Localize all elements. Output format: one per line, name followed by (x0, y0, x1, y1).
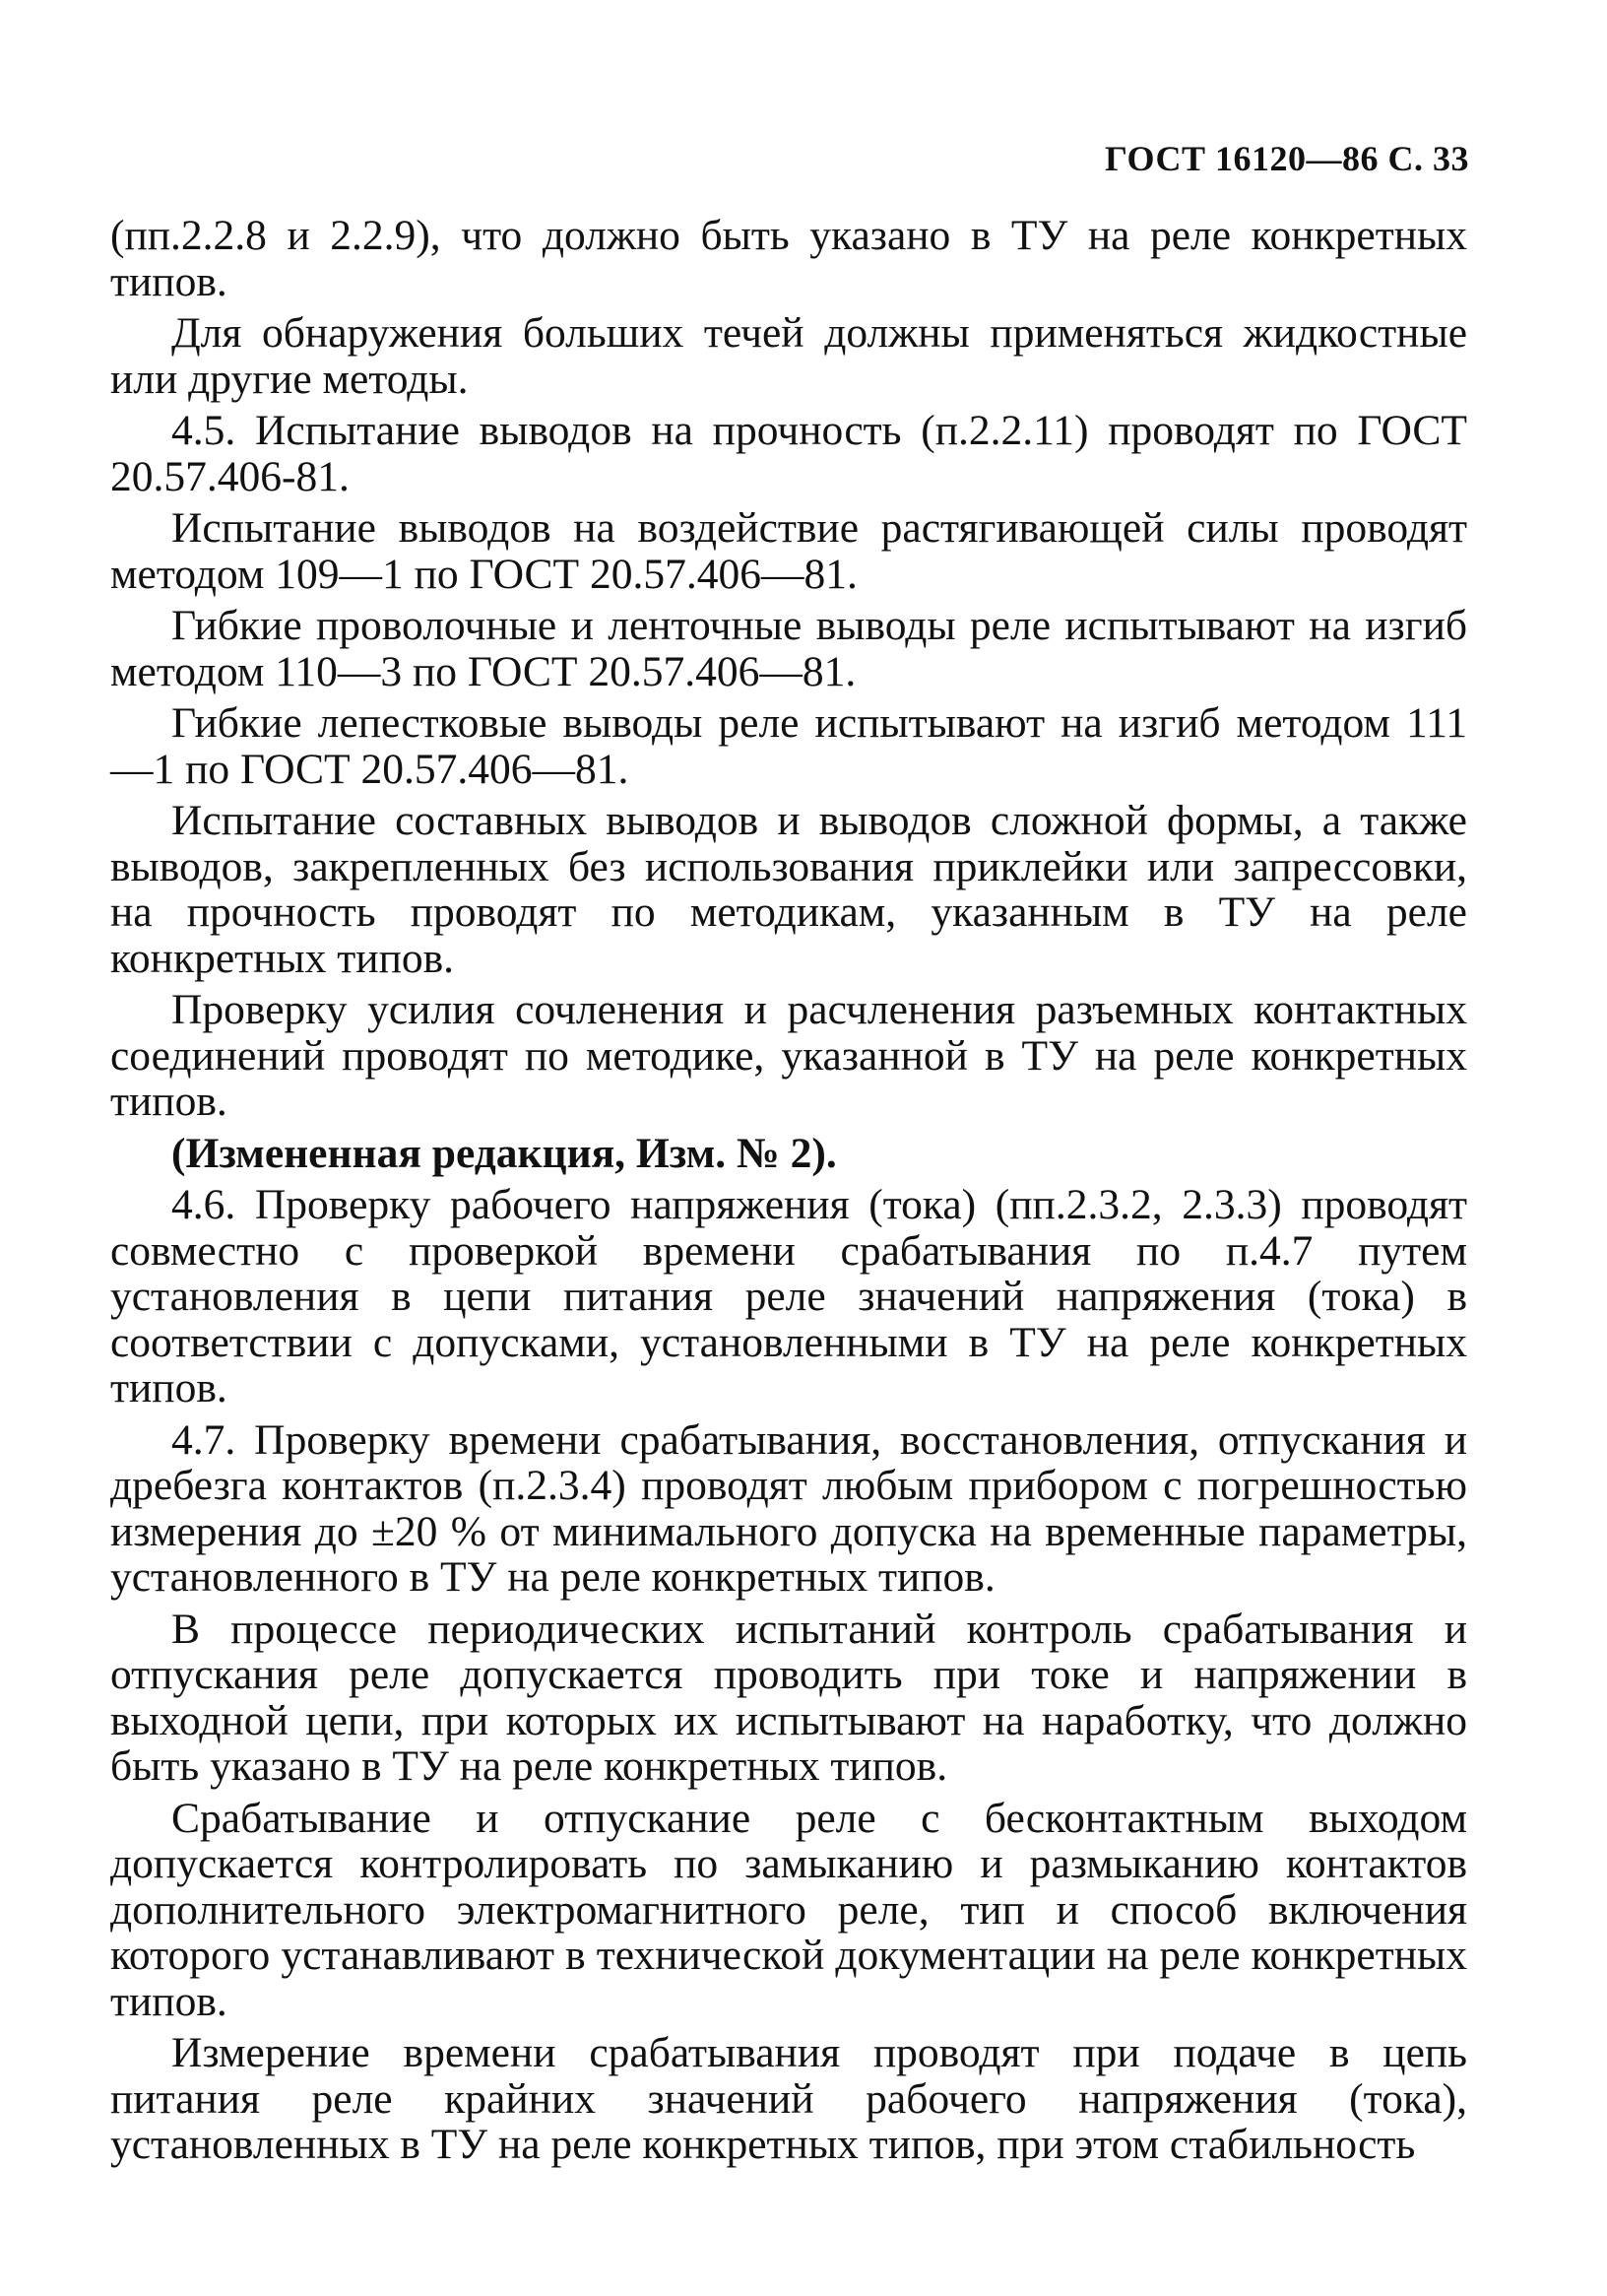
paragraph: Испытание составных выводов и выводов сложной формы, а также выводов, закрепленных без использования приклейки или запрессовки, на прочность проводят по методикам, указанным в ТУ на реле конкретных типов. (110, 797, 1467, 982)
paragraph: 4.6. Проверку рабочего напряжения (тока) (пп.2.3.2, 2.3.3) проводят совместно с проверкой времени срабатывания по п.4.7 путем установления в цепи питания реле значений напряжения (тока) в соответствии с допусками, установленными в ТУ на реле конкретных типов. (110, 1181, 1467, 1411)
paragraph: Испытание выводов на воздействие растягивающей силы проводят методом 109—1 по ГОСТ 20.57.406—81. (110, 504, 1467, 598)
paragraph: В процессе периодических испытаний контроль срабатывания и отпускания реле допускается проводить при токе и напряжении в выходной цепи, при которых их испытывают на наработку, что должно быть указано в ТУ на реле конкретных типов. (110, 1605, 1467, 1790)
body-text (110, 213, 1467, 2174)
paragraph: (пп.2.2.8 и 2.2.9), что должно быть указано в ТУ на реле конкретных типов. (110, 212, 1467, 305)
paragraph: Срабатывание и отпускание реле с бесконтактным выходом допускается контролировать по замыканию и размыканию контактов дополнительного электромагнитного реле, тип и способ включения которого устанавливают в технической документации на реле конкретных типов. (110, 1794, 1467, 2025)
amendment-note: (Измененная редакция, Изм. № 2). (171, 1129, 837, 1177)
paragraph: 4.7. Проверку времени срабатывания, восстановления, отпускания и дребезга контактов (п.2.3.4) проводят любым прибором с погрешностью измерения до ±20 % от минимального допуска на временные параметры, установленного в ТУ на реле конкретных типов. (110, 1415, 1467, 1601)
page-header: ГОСТ 16120—86 С. 33 (1105, 139, 1469, 178)
paragraph: 4.5. Испытание выводов на прочность (п.2.2.11) проводят по ГОСТ 20.57.406-81. (110, 407, 1467, 500)
paragraph: Проверку усилия сочленения и расчленения разъемных контактных соединений проводят по методике, указанной в ТУ на реле конкретных типов. (110, 986, 1467, 1125)
paragraph: Измерение времени срабатывания проводят при подаче в цепь питания реле крайних значений рабочего напряжения (тока), установленных в ТУ на реле конкретных типов, при этом стабильность (110, 2029, 1467, 2168)
paragraph: Гибкие проволочные и ленточные выводы реле испытывают на изгиб методом 110—3 по ГОСТ 20.57.406—81. (110, 602, 1467, 695)
paragraph: Гибкие лепестковые выводы реле испытывают на изгиб методом 111—1 по ГОСТ 20.57.406—81. (110, 699, 1467, 793)
paragraph: Для обнаружения больших течей должны применяться жидкостные или другие методы. (110, 309, 1467, 403)
